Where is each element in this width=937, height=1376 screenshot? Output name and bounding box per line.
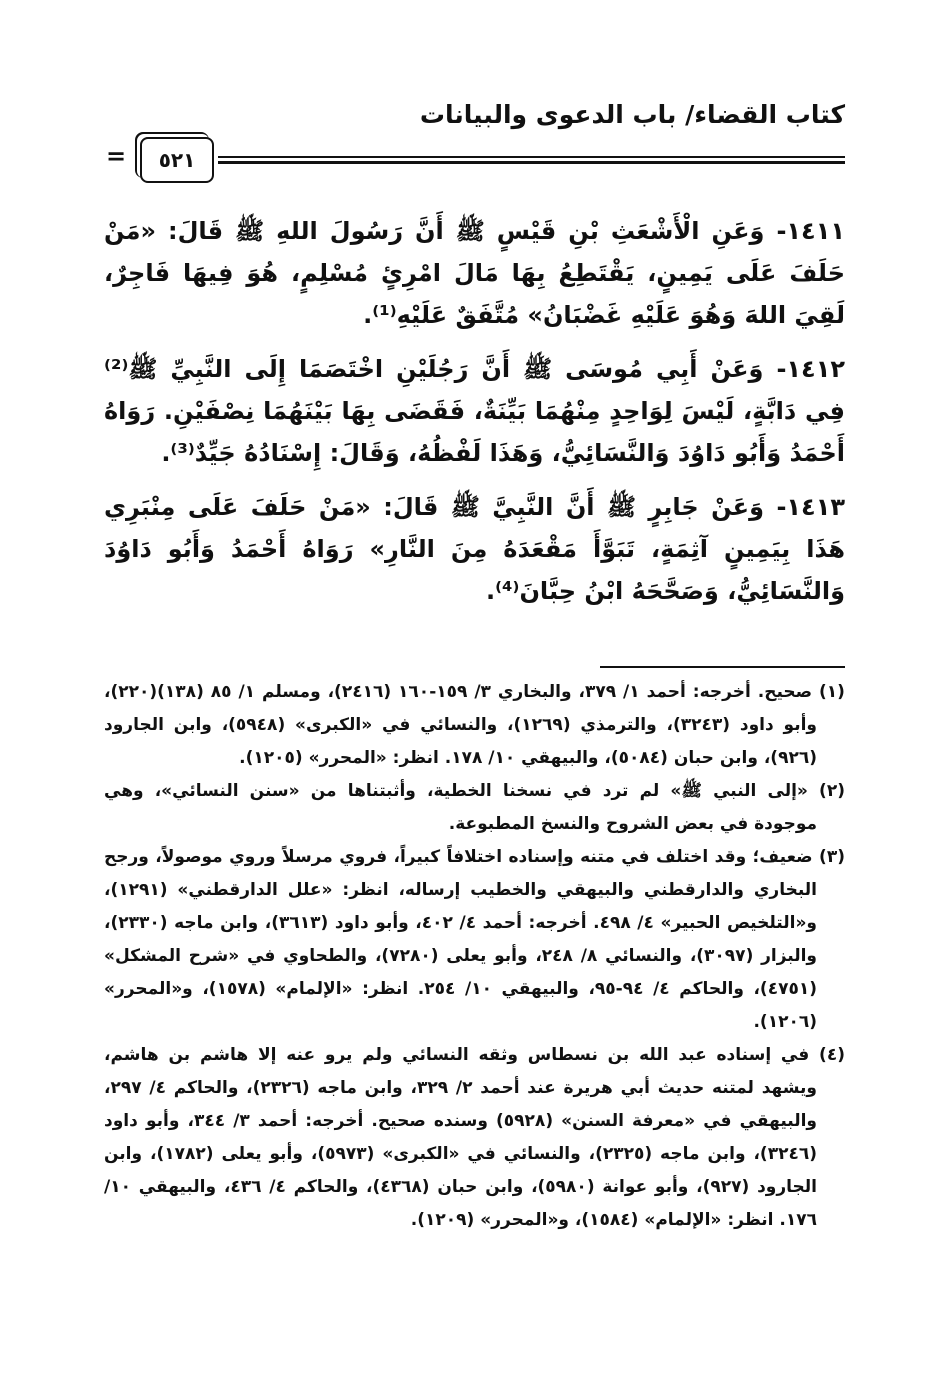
hadith-paragraph: ١٤١٢- وَعَنْ أَبِي مُوسَى ﷺ أَنَّ رَجُلَيْنِ اخْتَصَمَا إِلَى النَّبِيِّ ﷺ⁽²⁾ فِي دَابَّةٍ، لَيْسَ لِوَاحِدٍ مِنْهُمَا بَيِّنَةٌ، فَقَضَى بِهَا بَيْنَهُمَا نِصْفَيْنِ. رَوَاهُ أَحْمَدُ وَأَبُو دَاوُدَ وَالنَّسَائِيُّ، وَهَذَا لَفْظُهُ، وَقَالَ: إِسْنَادُهُ جَيِّدٌ⁽³⁾.: [104, 355, 845, 467]
footnote: (١) صحيح. أخرجه: أحمد ١/ ٣٧٩، والبخاري ٣/ ١٥٩-١٦٠ (٢٤١٦)، ومسلم ١/ ٨٥ (١٣٨)(٢٢٠)، وأبو داود (٣٢٤٣)، والترمذي (١٢٦٩)، والنسائي في «الكبرى» (٥٩٤٨)، وابن الجارود (٩٢٦)، وابن حبان (٥٠٨٤)، والبيهقي ١٠/ ١٧٨. انظر: «المحرر» (١٢٠٥).: [104, 682, 845, 768]
footnote: (٤) في إسناده عبد الله بن نسطاس وثقه النسائي ولم يرو عنه إلا هاشم بن هاشم، ويشهد لمتنه حديث أبي هريرة عند أحمد ٢/ ٣٢٩، وابن ماجه (٢٣٢٦)، والحاكم ٤/ ٢٩٧، والبيهقي في «معرفة السنن» (٥٩٢٨) وسنده صحيح. أخرجه: أحمد ٣/ ٣٤٤، وأبو داود (٣٢٤٦)، وابن ماجه (٢٣٢٥)، والنسائي في «الكبرى» (٥٩٧٣)، وأبو يعلى (١٧٨٢)، وابن الجارود (٩٢٧)، وأبو عوانة (٥٩٨٠)، وابن حبان (٤٣٦٨)، والحاكم ٤/ ٤٣٦، والبيهقي ١٠/ ١٧٦. انظر: «الإلمام» (١٥٨٤)، و«المحرر» (١٢٠٩).: [104, 1045, 845, 1230]
hadith-paragraph: ١٤١٣- وَعَنْ جَابِرٍ ﷺ أَنَّ النَّبِيَّ ﷺ قَالَ: «مَنْ حَلَفَ عَلَى مِنْبَرِي هَذَا بِيَمِينٍ آثِمَةٍ، تَبَوَّأَ مَقْعَدَهُ مِنَ النَّارِ» رَوَاهُ أَحْمَدُ وَأَبُو دَاوُدَ وَالنَّسَائِيُّ، وَصَحَّحَهُ ابْنُ حِبَّانَ⁽⁴⁾.: [104, 493, 845, 605]
hadith-paragraph: ١٤١١- وَعَنِ الْأَشْعَثِ بْنِ قَيْسٍ ﷺ أَنَّ رَسُولَ اللهِ ﷺ قَالَ: «مَنْ حَلَفَ عَلَى يَمِينٍ، يَقْتَطِعُ بِهَا مَالَ امْرِئٍ مُسْلِمٍ، هُوَ فِيهَا فَاجِرٌ، لَقِيَ اللهَ وَهُوَ عَلَيْهِ غَضْبَانُ» مُتَّفَقٌ عَلَيْهِ⁽¹⁾.: [104, 217, 845, 329]
footnotes: [104, 676, 845, 1237]
page-number: ٥٢١: [140, 137, 214, 183]
footnote-divider: [600, 666, 845, 668]
footnote: (٢) «إلى النبي ﷺ» لم ترد في نسخنا الخطية، وأثبتناها من «سنن النسائي»، وهي موجودة في بعض الشروح والنسخ المطبوعة.: [104, 781, 845, 834]
footnote: (٣) ضعيف؛ وقد اختلف في متنه وإسناده اختلافاً كبيراً، فروي مرسلاً وروي موصولاً، ورجح البخاري والدارقطني والبيهقي والخطيب إرساله، انظر: «علل الدارقطني» (١٢٩١)، و«التلخيص الحبير» ٤/ ٤٩٨. أخرجه: أحمد ٤/ ٤٠٢، وأبو داود (٣٦١٣)، وابن ماجه (٢٣٣٠)، والبزار (٣٠٩٧)، والنسائي ٨/ ٢٤٨، وأبو يعلى (٧٢٨٠)، والطحاوي في «شرح المشكل» (٤٧٥١)، والحاكم ٤/ ٩٤-٩٥، والبيهقي ١٠/ ٢٥٤. انظر: «الإلمام» (١٥٧٨)، و«المحرر» (١٢٠٦).: [104, 847, 845, 1032]
header-divider: [218, 156, 845, 164]
header-ornament: =: [106, 142, 127, 170]
main-text: [104, 210, 845, 624]
page-header-title: كتاب القضاء/ باب الدعوى والبيانات: [419, 100, 845, 129]
